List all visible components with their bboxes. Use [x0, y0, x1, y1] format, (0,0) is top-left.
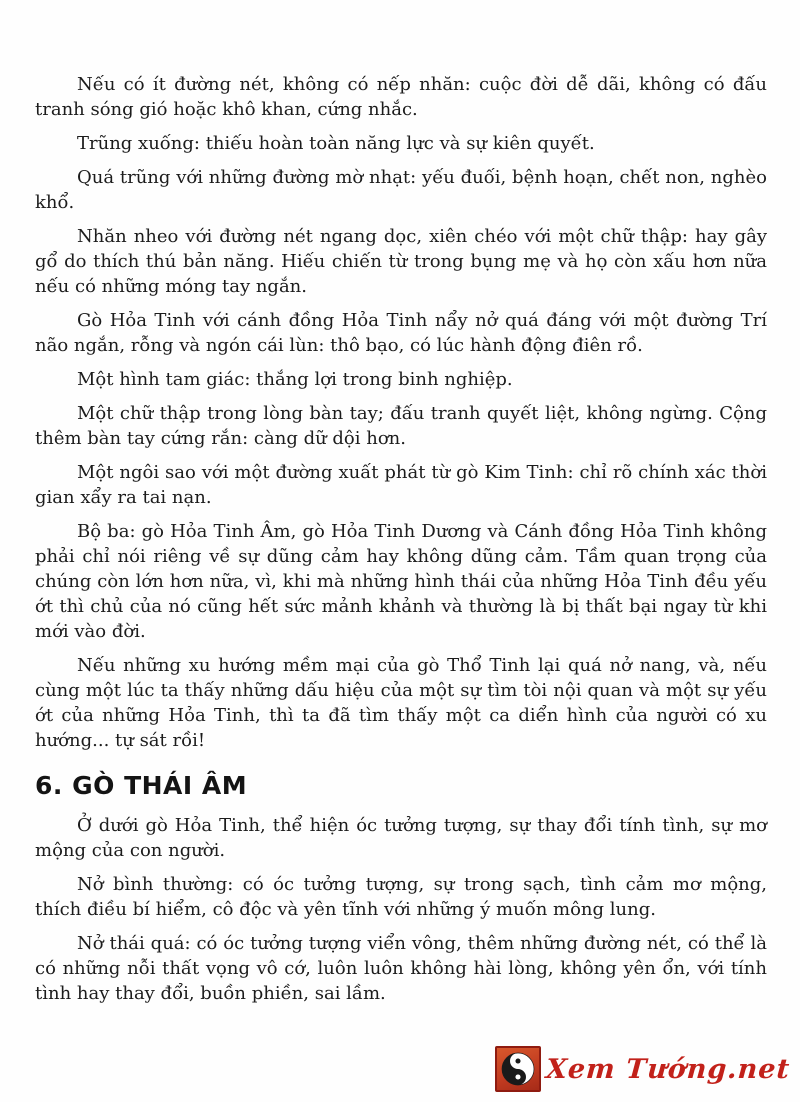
body-paragraph: Gò Hỏa Tinh với cánh đồng Hỏa Tinh nẩy nở quá đáng với một đường Trí não ngắn, rỗng và ngón cái lùn: thô bạo, có lúc hành động điên rồ. [35, 310, 767, 356]
body-paragraph: Nếu những xu hướng mềm mại của gò Thổ Tinh lại quá nở nang, và, nếu cùng một lúc ta thấy những dấu hiệu của một sự tìm tòi nội quan và một sự yếu ớt của những Hỏa Tinh, thì ta đã tìm thấy một ca diển hình của người có xu hướng... tự sát rồi! [35, 655, 767, 751]
body-paragraph: Ở dưới gò Hỏa Tinh, thể hiện óc tưởng tượng, sự thay đổi tính tình, sự mơ mộng của con người. [35, 815, 767, 861]
body-paragraph: Nở thái quá: có óc tưởng tượng viển vông, thêm những đường nét, có thể là có những nỗi thất vọng vô cớ, luôn luôn không hài lòng, không yên ổn, với tính tình hay thay đổi, buồn phiền, sai lầm. [35, 933, 767, 1004]
body-paragraph: Trũng xuống: thiếu hoàn toàn năng lực và sự kiên quyết. [77, 133, 595, 154]
watermark-badge [495, 1046, 541, 1092]
body-paragraph: Bộ ba: gò Hỏa Tinh Âm, gò Hỏa Tinh Dương và Cánh đồng Hỏa Tinh không phải chỉ nói riêng về sự dũng cảm hay không dũng cảm. Tầm quan trọng của chúng còn lớn hơn nữa, vì, khi mà những hình thái của những Hỏa Tinh đều yếu ớt thì chủ của nó cũng hết sức mảnh khảnh và thường là bị thất bại ngay từ khi mới vào đời. [35, 521, 767, 642]
body-paragraph: Nở bình thường: có óc tưởng tượng, sự trong sạch, tình cảm mơ mộng, thích điều bí hiểm, cô độc và yên tĩnh với những ý muốn mông lung. [35, 874, 767, 920]
section-heading: 6. GÒ THÁI ÂM [35, 771, 248, 800]
site-watermark [495, 1046, 790, 1092]
body-paragraph: Quá trũng với những đường mờ nhạt: yếu đuối, bệnh hoạn, chết non, nghèo khổ. [35, 167, 767, 213]
body-paragraph: Một ngôi sao với một đường xuất phát từ gò Kim Tinh: chỉ rõ chính xác thời gian xẩy ra tai nạn. [35, 462, 767, 508]
body-paragraph: Một chữ thập trong lòng bàn tay; đấu tranh quyết liệt, không ngừng. Cộng thêm bàn tay cứng rắn: càng dữ dội hơn. [35, 403, 767, 449]
body-paragraph: Nhăn nheo với đường nét ngang dọc, xiên chéo với một chữ thập: hay gây gổ do thích thú bản năng. Hiếu chiến từ trong bụng mẹ và họ còn xấu hơn nữa nếu có những móng tay ngắn. [35, 226, 767, 297]
text-block [35, 72, 767, 1015]
body-paragraph: Nếu có ít đường nét, không có nếp nhăn: cuộc đời dễ dãi, không có đấu tranh sóng gió hoặc khô khan, cứng nhắc. [35, 74, 767, 120]
body-paragraph: Một hình tam giác: thắng lợi trong binh nghiệp. [77, 369, 513, 390]
watermark-site-name: Xem Tướng.net [544, 1053, 792, 1085]
yin-yang-icon [501, 1052, 535, 1086]
